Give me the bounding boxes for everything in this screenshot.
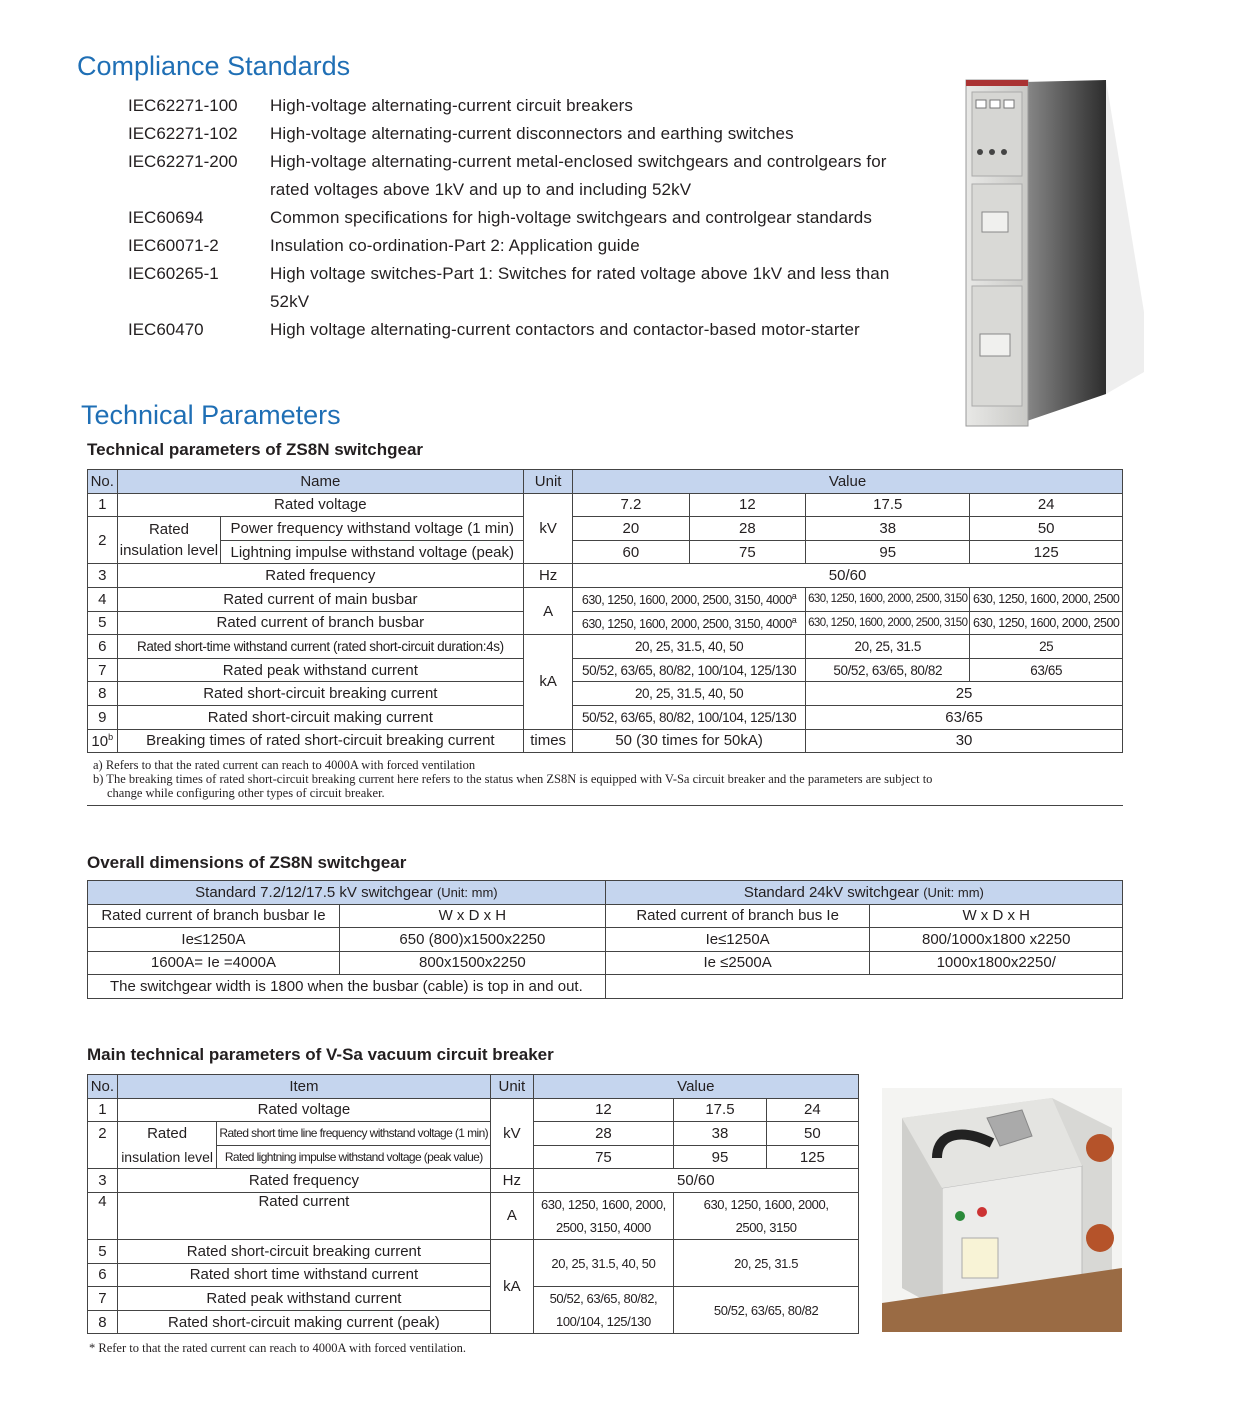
technical-title: Technical Parameters [81, 400, 341, 430]
table-row: 4 Rated current of main busbar A 630, 1250, 1600, 2000, 2500, 3150, 4000$^a$ 630, 1250, 1600, 2000, 2500, 3150 630, 1250, 1600, 2000, 2500 [88, 587, 1123, 611]
table-row: 1 Rated voltage kV 7.2 12 17.5 24 [88, 493, 1123, 517]
table-header: No. Item Unit Value [88, 1075, 859, 1099]
table-row: Rated current of branch busbar Ie W x D x H Rated current of branch bus Ie W x D x H [88, 904, 1123, 928]
table-row: 10$^b$ Breaking times of rated short-circuit breaking current times 50 (30 times for 50kA) 30 [88, 729, 1123, 753]
table-header: No. Name Unit Value [88, 470, 1123, 494]
compliance-title: Compliance Standards [77, 51, 351, 81]
standards-list [128, 92, 940, 344]
table-row: 5 Rated current of branch busbar 630, 1250, 1600, 2000, 2500, 3150, 4000$^a$ 630, 1250, 1600, 2000, 2500, 3150 630, 1250, 1600, 2000, 2500 [88, 611, 1123, 635]
vsa-parameters-table [87, 1074, 859, 1334]
table-header: Standard 7.2/12/17.5 kV switchgear (Unit: mm) Standard 24kV switchgear (Unit: mm) [88, 881, 1123, 905]
table-row: 3 Rated frequency Hz 50/60 [88, 1169, 859, 1193]
vacuum-circuit-breaker-image [882, 1088, 1122, 1332]
standard-item: IEC62271-100 High-voltage alternating-current circuit breakers [128, 96, 634, 115]
standard-item: IEC60470 High voltage alternating-current contactors and contactor-based motor-starter [128, 320, 860, 339]
table-row: 1 Rated voltage kV 12 17.5 24 [88, 1098, 859, 1122]
standard-item: IEC60265-1 High voltage switches-Part 1: Switches for rated voltage above 1kV and less than [128, 264, 890, 283]
standard-item: IEC62271-102 High-voltage alternating-current disconnectors and earthing switches [128, 124, 794, 143]
table-row: insulation level Rated lightning impulse withstand voltage (peak value) 75 95 125 [88, 1145, 859, 1169]
table-row: 6 Rated short-time withstand current (rated short-circuit duration:4s) kA 20, 25, 31.5, 40, 50 20, 25, 31.5 25 [88, 635, 1123, 659]
table-row: 9 Rated short-circuit making current 50/52, 63/65, 80/82, 100/104, 125/130 63/65 [88, 705, 1123, 729]
table-row: Lightning impulse withstand voltage (peak) 60 75 95 125 [88, 540, 1123, 564]
table-row: 6 Rated short time withstand current [88, 1263, 859, 1287]
t1-title: Technical parameters of ZS8N switchgear [87, 440, 424, 459]
t3-title: Main technical parameters of V-Sa vacuum circuit breaker [87, 1045, 554, 1064]
t1-footnotes: a) Refers to that the rated current can reach to 4000A with forced ventilation b) The breaking times of rated short-circuit breaking current here refers to the status when ZS8N is equipped with V-Sa circuit breaker and the parameters are subject to change while configuring other types of circuit breaker. [93, 758, 933, 800]
table-row: 2 Rated insulation level Power frequency withstand voltage (1 min) 20 28 38 50 [88, 517, 1123, 541]
standard-item: IEC60071-2 Insulation co-ordination-Part 2: Application guide [128, 236, 640, 255]
table-row: 4 Rated current A 630, 1250, 1600, 2000, 2500, 3150, 4000 630, 1250, 1600, 2000, 2500, 3150 [88, 1192, 859, 1239]
zs8n-parameters-table [87, 469, 1123, 753]
table-row: Ie≤1250A 650 (800)x1500x2250 Ie≤1250A 800/1000x1800 x2250 [88, 928, 1123, 952]
table-row: 7 Rated peak withstand current 50/52, 63/65, 80/82, 100/104, 125/130 50/52, 63/65, 80/82 [88, 1287, 859, 1311]
standard-item-cont: 52kV [270, 292, 310, 311]
t2-title: Overall dimensions of ZS8N switchgear [87, 853, 407, 872]
table-row: 3 Rated frequency Hz 50/60 [88, 564, 1123, 588]
switchgear-cabinet-image [956, 72, 1144, 434]
table-row: 2 Rated Rated short time line frequency withstand voltage (1 min) 28 38 50 [88, 1122, 859, 1146]
dimensions-table [87, 880, 1123, 999]
table-row: The switchgear width is 1800 when the busbar (cable) is top in and out. [88, 975, 1123, 999]
standard-item-cont: rated voltages above 1kV and up to and including 52kV [270, 180, 692, 199]
standard-item: IEC60694 Common specifications for high-voltage switchgears and controlgear standards [128, 208, 872, 227]
t3-footnote: * Refer to that the rated current can reach to 4000A with forced ventilation. [89, 1341, 466, 1355]
table-row: 7 Rated peak withstand current 50/52, 63/65, 80/82, 100/104, 125/130 50/52, 63/65, 80/82 63/65 [88, 658, 1123, 682]
t1-footnote-rule [87, 805, 1123, 806]
table-row: 8 Rated short-circuit breaking current 20, 25, 31.5, 40, 50 25 [88, 682, 1123, 706]
standard-item: IEC62271-200 High-voltage alternating-current metal-enclosed switchgears and controlgears for [128, 152, 887, 171]
table-row: 8 Rated short-circuit making current (peak) [88, 1310, 859, 1334]
table-row: 1600A= Ie =4000A 800x1500x2250 Ie ≤2500A 1000x1800x2250/ [88, 951, 1123, 975]
table-row: 5 Rated short-circuit breaking current kA 20, 25, 31.5, 40, 50 20, 25, 31.5 [88, 1239, 859, 1263]
